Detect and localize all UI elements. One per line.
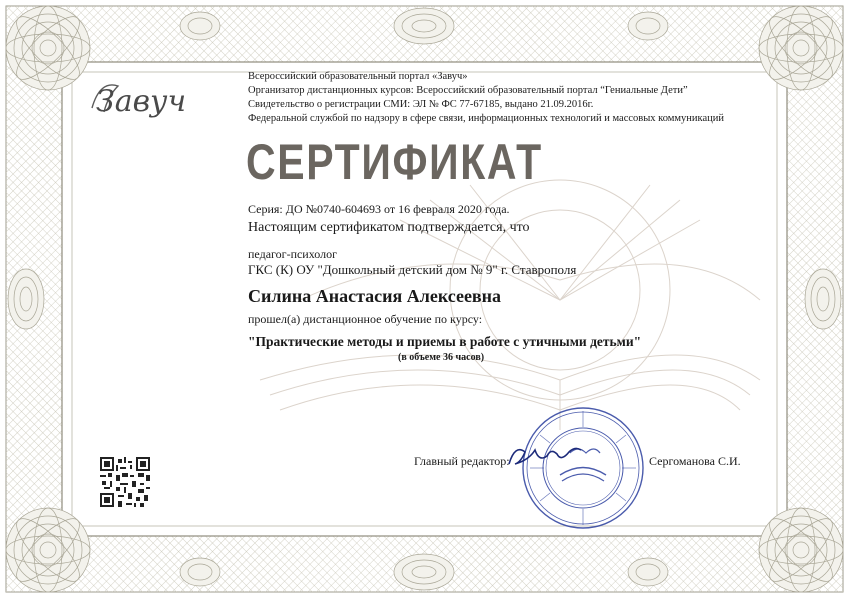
zavuch-logo: Завуч <box>96 84 187 119</box>
completion-text: прошел(а) дистанционное обучение по курсу: <box>248 312 483 326</box>
position: педагог-психолог <box>248 247 338 261</box>
recipient-name: Силина Анастасия Алексеевна <box>248 286 502 306</box>
qr-code <box>100 457 150 507</box>
course-title: "Практические методы и приемы в работе с утичными детьми" <box>248 334 642 349</box>
portal-name: Всероссийский образовательный портал «Завуч» <box>248 71 468 82</box>
series-number: Серия: ДО №0740-604693 от 16 февраля 2020 года. <box>248 202 510 216</box>
course-hours: (в объеме 36 часов) <box>398 352 485 363</box>
registration-info: Свидетельство о регистрации СМИ: ЭЛ № ФС 77-67185, выдано 21.09.2016г. <box>248 99 594 110</box>
organization: ГКС (К) ОУ "Дошкольный детский дом № 9" г. Ставрополя <box>248 262 577 277</box>
signature-icon <box>505 438 585 474</box>
confirmation-text: Настоящим сертификатом подтверждается, что <box>248 220 530 235</box>
editor-label: Главный редактор: <box>414 454 510 468</box>
registration-authority: Федеральной службой по надзору в сфере связи, информационных технологий и массовых коммуникаций <box>248 113 725 124</box>
course-organizer: Организатор дистанционных курсов: Всероссийский образовательный портал “Гениальные Дети” <box>248 85 688 96</box>
certificate-title: СЕРТИФИКАТ <box>246 134 543 190</box>
editor-name: Сергоманова С.И. <box>649 454 741 468</box>
